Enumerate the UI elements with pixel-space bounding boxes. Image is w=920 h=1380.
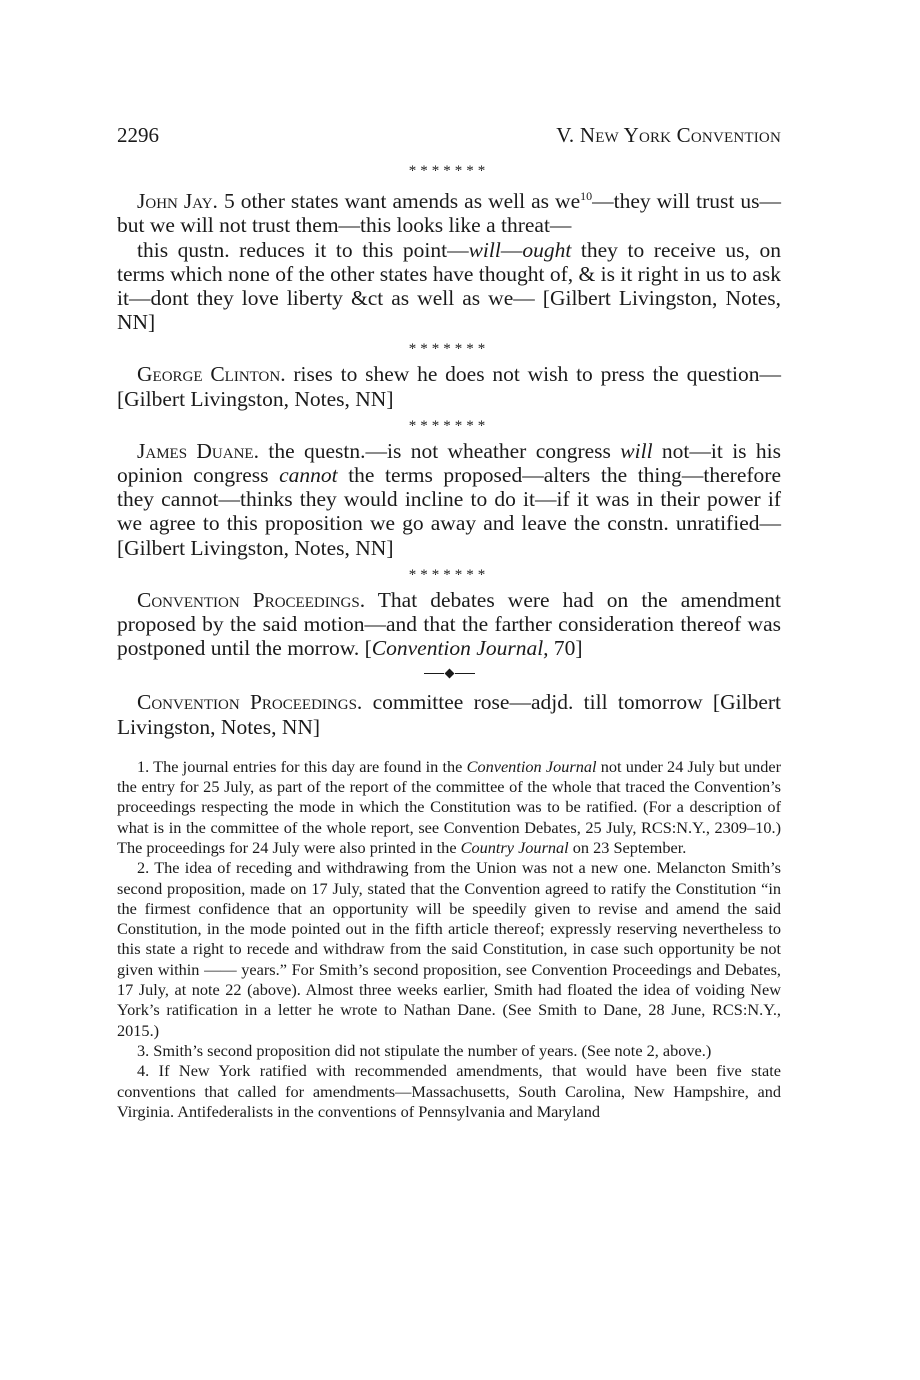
entry-paragraph: George Clinton. rises to shew he does not wish to press the question— [Gilbert Livingston, Notes, NN] xyxy=(117,362,781,411)
section-title: V. New York Convention xyxy=(556,123,781,147)
entry-convention-proceedings-adjourn xyxy=(117,690,781,738)
footnote: 2. The idea of receding and withdrawing from the Union was not a new one. Melancton Smith’s second proposition, made on 17 July, stated that the Convention agreed to ratify the Constitution “in the firmest confidence that an opportunity will be speedily given to revise and amend the said Constitution, in the mode pointed out in the fifth article thereof; expressly reserving nevertheless to this state a right to recede and withdraw from the said Constitution, in case such opportunity be not given within —— years.” For Smith’s second proposition, see Convention Proceedings and Debates, 17 July, at note 22 (above). Almost three weeks earlier, Smith had floated the idea of voiding New York’s ratification in a letter he wrote to Nathan Dane. (See Smith to Dane, 28 June, RCS:N.Y., 2015.) xyxy=(117,858,781,1040)
speaker-name: Convention Proceedings. xyxy=(137,690,363,715)
footnotes xyxy=(117,757,781,1122)
entry-paragraph: John Jay. 5 other states want amends as well as $we^{10}—they$ will trust us—but we will not trust them—this looks like a threat— xyxy=(117,189,781,238)
diamond-icon xyxy=(444,668,454,678)
footnote: 3. Smith’s second proposition did not stipulate the number of years. (See note 2, above.) xyxy=(137,1040,712,1060)
separator-stars: ******* xyxy=(408,566,490,583)
entry-convention-proceedings xyxy=(117,588,781,661)
footnote: 4. If New York ratified with recommended amendments, that would have been five state conventions that called for amendments—Massachusetts, South Carolina, New Hampshire, and Virginia. Antifederalists in the conventions of Pennsylvania and Maryland xyxy=(117,1061,781,1121)
separator-stars: ******* xyxy=(408,163,490,179)
footnote-ref: 10 xyxy=(580,189,593,203)
entry-paragraph: Convention Proceedings. That debates were had on the amendment proposed by the said motion—and that the farther consideration thereof was postponed until the morrow. [Convention Journal, 70] xyxy=(117,587,781,661)
speaker-name: John Jay. xyxy=(137,189,218,214)
document-page xyxy=(117,120,781,1122)
running-header xyxy=(117,120,781,150)
speaker-name: George Clinton. xyxy=(137,362,286,387)
page-number: 2296 xyxy=(117,123,159,147)
speaker-name: Convention Proceedings. xyxy=(137,587,366,612)
entry-john-jay xyxy=(117,184,781,334)
speaker-name: James Duane. xyxy=(137,438,259,463)
entry-george-clinton xyxy=(117,362,781,410)
separator-stars: ******* xyxy=(408,417,490,434)
entry-paragraph: Convention Proceedings. committee rose—adjd. till tomorrow [Gilbert Livingston, Notes, NN] xyxy=(117,690,781,739)
entry-paragraph: James Duane. the questn.—is not wheather congress will not—it is his opinion congress cannot the terms proposed—alters the thing—therefore they cannot—thinks they would incline to do it—if it was in their power if we agree to this proposition we go away and leave the constn. unratified— [Gilbert Livingston, Notes, NN] xyxy=(117,438,782,560)
footnote: 1. The journal entries for this day are found in the Convention Journal not under 24 July but under the entry for 25 July, as part of the report of the committee of the whole that traced the Convention’s proceedings respecting the mode in which the Constitution was to be ratified. (For a description of what is in the committee of the whole report, see Convention Debates, 25 July, RCS:N.Y., 2309–10.) The proceedings for 24 July were also printed in the Country Journal on 23 September. xyxy=(117,756,782,857)
entry-paragraph: this qustn. reduces it to this point—will—ought they to receive us, on terms which none of the other states have thought of, & is it right in us to ask it—dont they love liberty &ct as well as we— [Gilbert Livingston, Notes, NN] xyxy=(117,237,782,335)
separator-stars: ******* xyxy=(408,341,490,358)
day-divider-ornament xyxy=(117,662,781,684)
entry-james-duane xyxy=(117,439,781,560)
